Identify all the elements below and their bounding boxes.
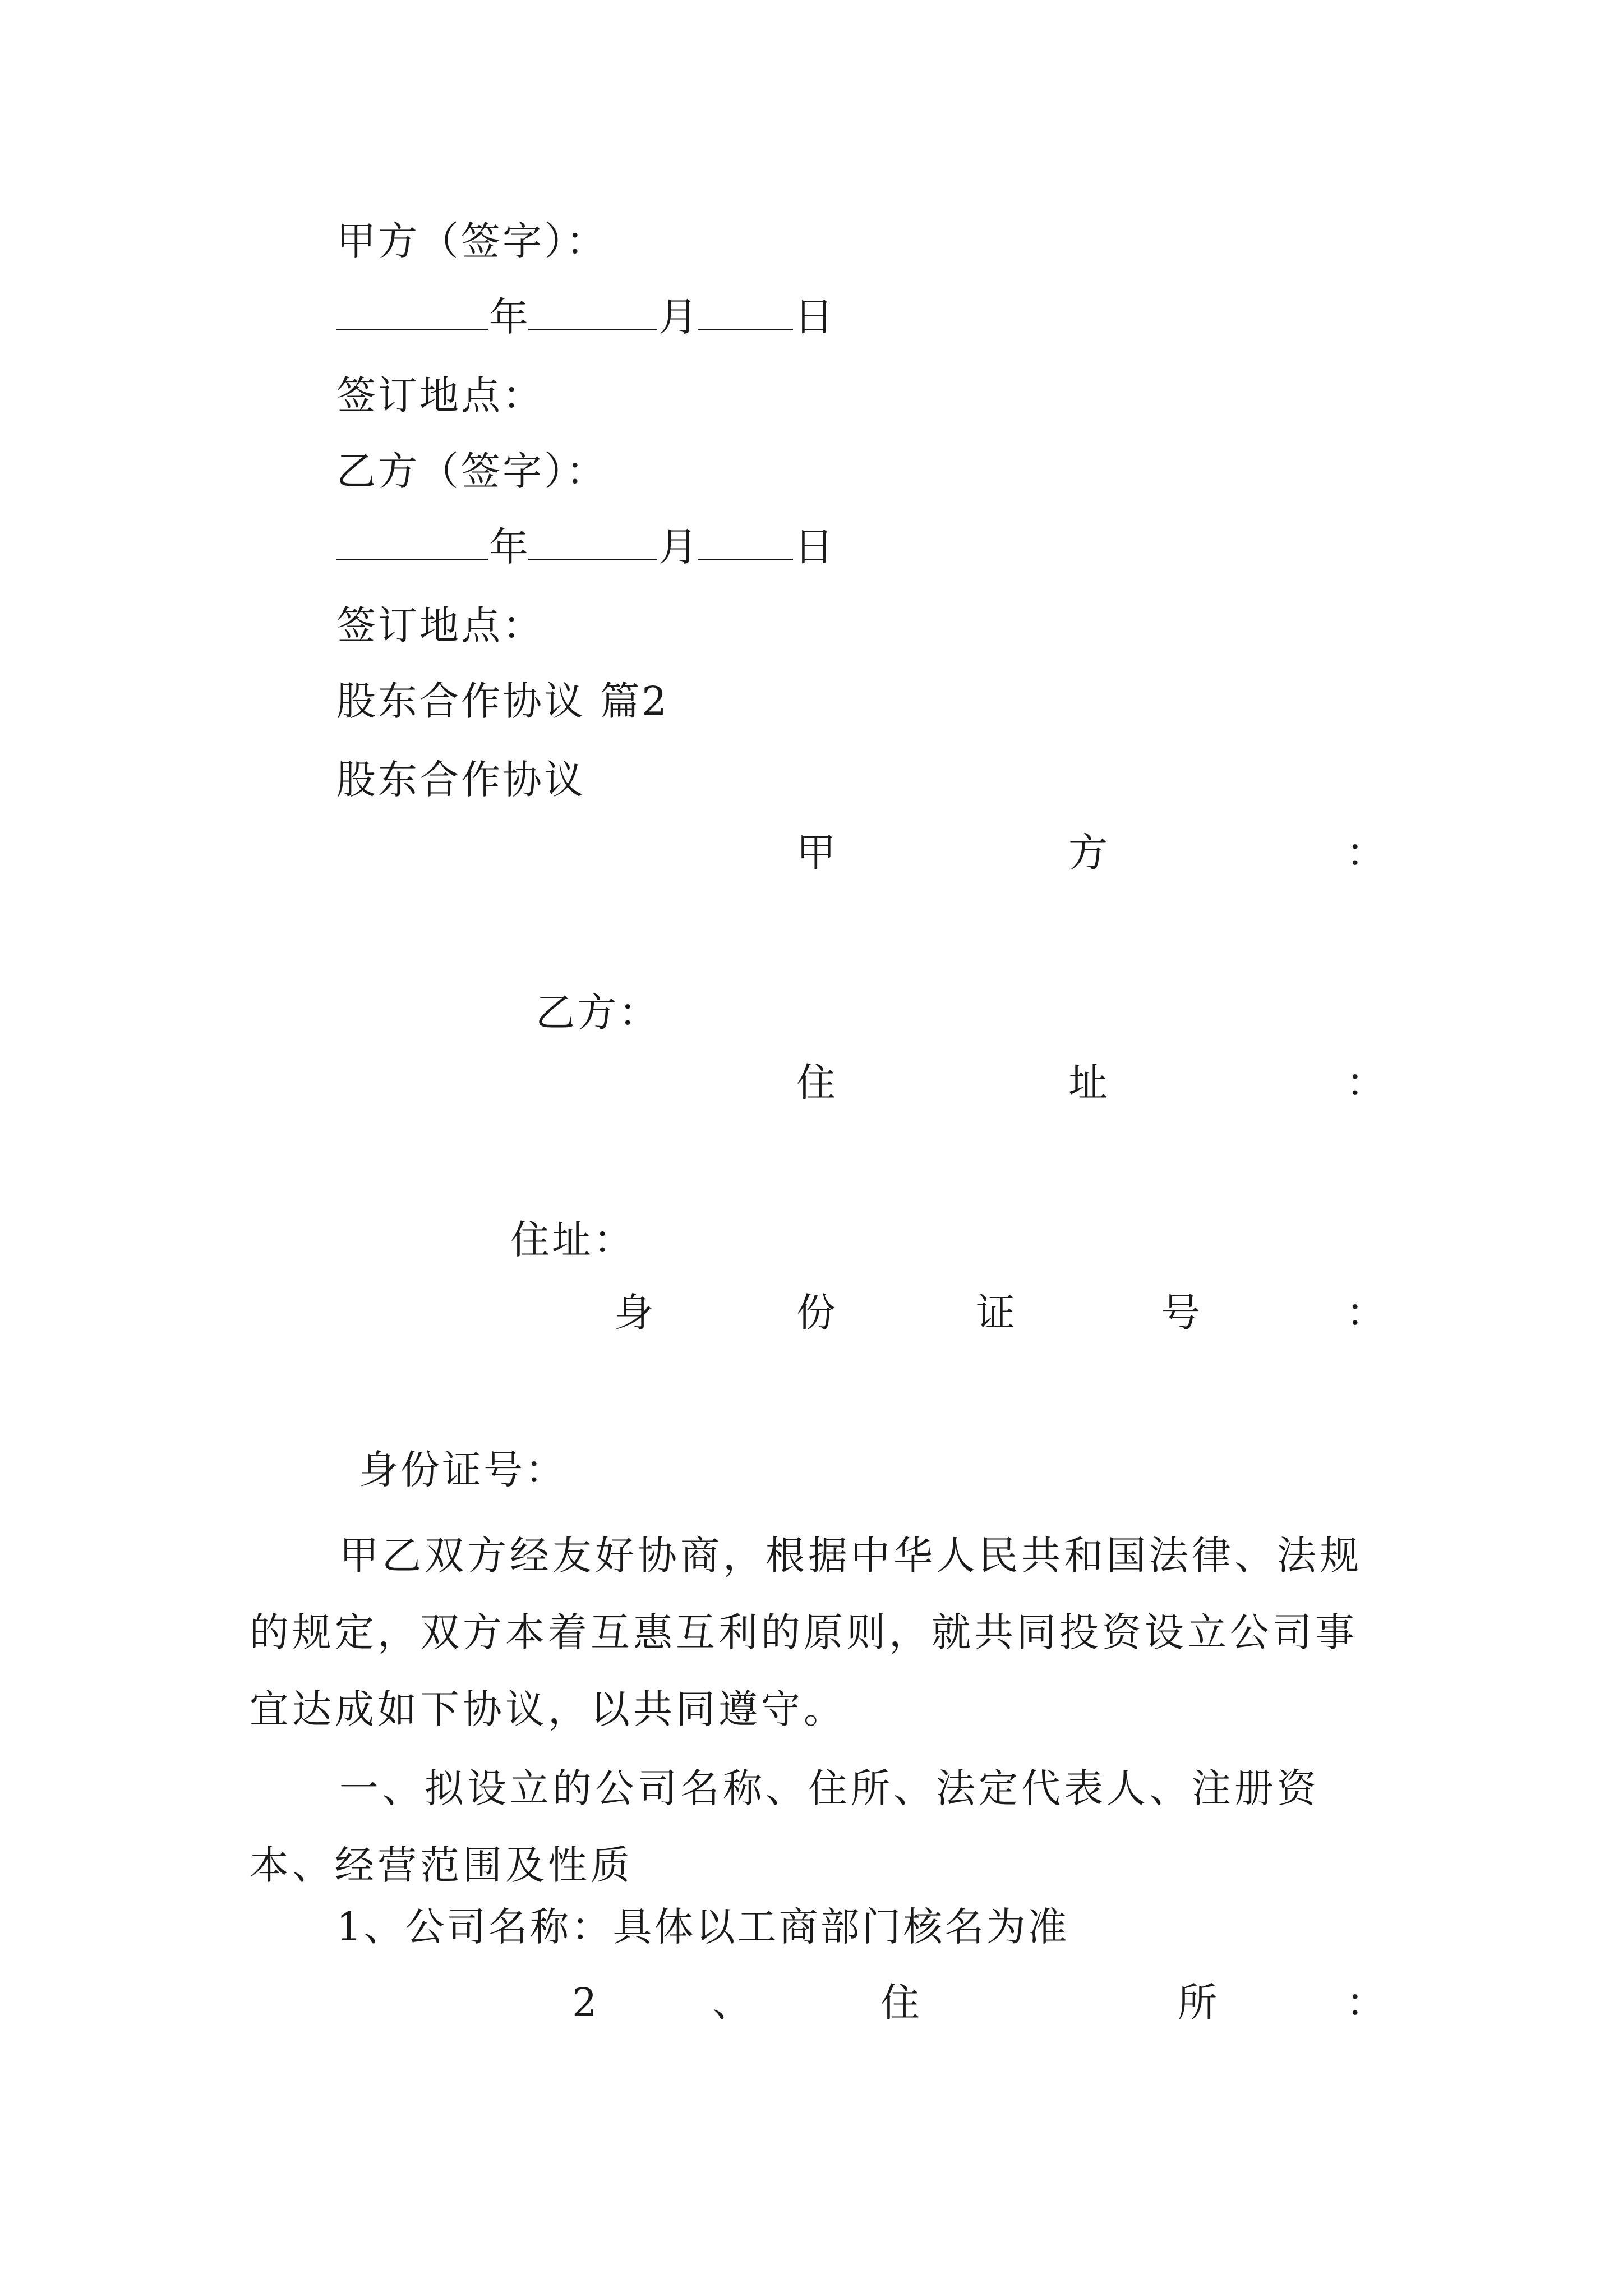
year-label: 年 — [489, 294, 528, 340]
label-char: 、 — [712, 1980, 751, 2026]
label-char: 证 — [976, 1290, 1015, 1336]
label-char: 住 — [880, 1980, 920, 2026]
month-label: 月 — [658, 294, 698, 340]
label-char: 所 — [1178, 1980, 1217, 2026]
month-label: 月 — [658, 524, 698, 570]
label-char: 号 — [1161, 1290, 1200, 1336]
day-blank[interactable] — [698, 519, 793, 560]
label-char: 甲 — [796, 830, 836, 876]
label-char: 住 — [796, 1060, 836, 1106]
party-b-date-line — [336, 519, 833, 575]
label-char: 址 — [1068, 1060, 1108, 1106]
clause-1-item-1: 1、公司名称：具体以工商部门核名为准 — [336, 1904, 1069, 1950]
intro-paragraph: 甲乙双方经友好协商，根据中华人民共和国法律、法规的规定，双方本着互惠互利的原则，就共同投资设立公司事宜达成如下协议，以共同遵守。 — [250, 1533, 1362, 1732]
label-char: 2 — [572, 1980, 597, 2026]
month-blank[interactable] — [528, 289, 657, 330]
label-char: 身 — [614, 1290, 653, 1336]
label-char: ： — [1346, 1060, 1385, 1106]
label-char: ： — [1346, 830, 1385, 876]
year-blank[interactable] — [336, 289, 488, 330]
party-b-signing-place-label: 签订地点： — [336, 602, 544, 648]
party-b-address-label: 住址： — [510, 1217, 635, 1263]
section-heading: 股东合作协议 篇2 — [336, 678, 669, 724]
label-char: ： — [1346, 1980, 1385, 2026]
document-title: 股东合作协议 — [336, 757, 585, 803]
label-char: ： — [1346, 1290, 1385, 1336]
year-blank[interactable] — [336, 519, 488, 560]
party-a-signature-label: 甲方（签字）： — [336, 218, 607, 264]
label-char: 方 — [1068, 830, 1108, 876]
year-label: 年 — [489, 524, 528, 570]
clause-1-heading: 一、拟设立的公司名称、住所、法定代表人、注册资本、经营范围及性质 — [250, 1765, 1320, 1888]
party-b-signature-label: 乙方（签字）： — [336, 448, 607, 494]
day-blank[interactable] — [698, 289, 793, 330]
party-b-field-label: 乙方： — [536, 990, 660, 1036]
party-a-signing-place-label: 签订地点： — [336, 372, 544, 418]
label-char: 份 — [796, 1290, 836, 1336]
day-label: 日 — [794, 524, 833, 570]
day-label: 日 — [794, 294, 833, 340]
party-b-id-number-label: 身份证号： — [359, 1447, 566, 1493]
party-a-date-line — [336, 289, 833, 345]
month-blank[interactable] — [528, 519, 657, 560]
